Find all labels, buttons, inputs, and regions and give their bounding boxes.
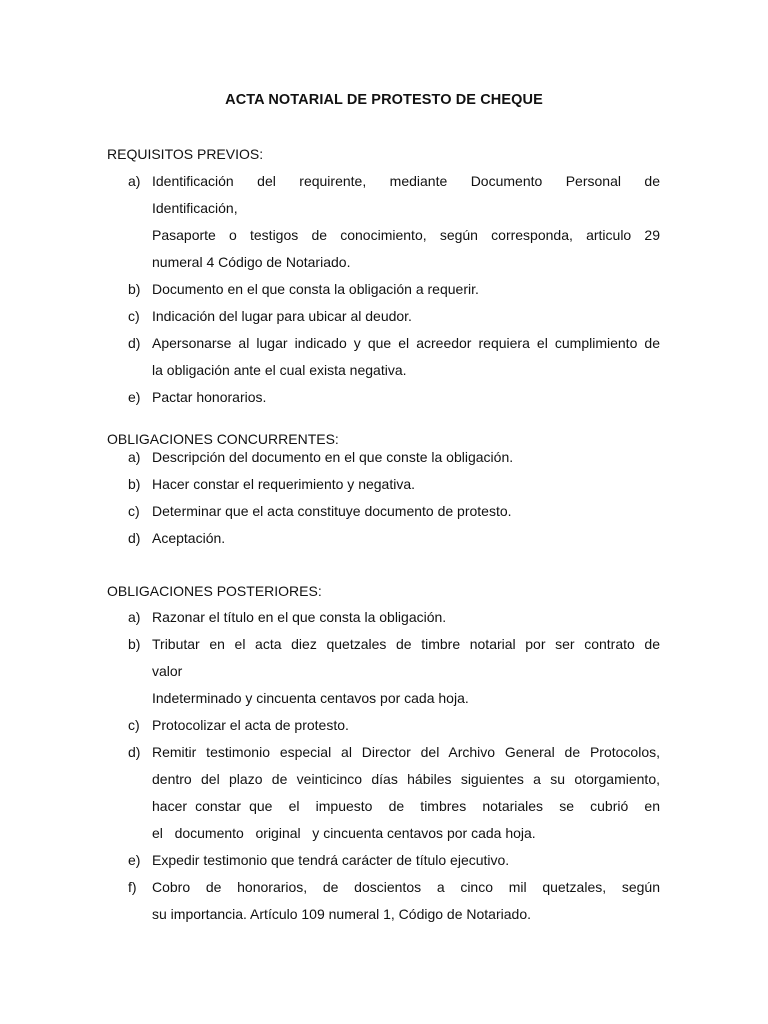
list-item <box>107 471 660 498</box>
list-marker: a) <box>128 449 141 465</box>
document-title: ACTA NOTARIAL DE PROTESTO DE CHEQUE <box>225 92 543 108</box>
section-heading-requisitos-previos: REQUISITOS PREVIOS: <box>107 146 264 162</box>
list-obligaciones-concurrentes <box>107 444 660 552</box>
list-marker: c) <box>128 503 140 519</box>
item-line: dentro del plazo de veinticinco días hábiles siguientes a su otorgamiento, <box>152 771 660 787</box>
list-item <box>107 525 660 552</box>
list-marker: c) <box>128 717 140 733</box>
list-marker: f) <box>128 879 137 895</box>
item-line: Hacer constar el requerimiento y negativa. <box>152 476 416 492</box>
list-marker: b) <box>128 281 141 297</box>
list-item <box>107 330 660 384</box>
list-marker: e) <box>128 389 141 405</box>
list-marker: d) <box>128 335 141 351</box>
list-item <box>107 303 660 330</box>
list-item <box>107 712 660 739</box>
item-line: Razonar el título en el que consta la obligación. <box>152 609 447 625</box>
list-requisitos-previos <box>107 168 660 411</box>
list-item <box>107 874 660 928</box>
item-line: la obligación ante el cual exista negativa. <box>152 362 407 378</box>
list-item <box>107 444 660 471</box>
list-marker: e) <box>128 852 141 868</box>
item-line: Expedir testimonio que tendrá carácter de título ejecutivo. <box>152 852 510 868</box>
list-marker: b) <box>128 476 141 492</box>
list-marker: a) <box>128 173 141 189</box>
list-item <box>107 498 660 525</box>
item-line: Aceptación. <box>152 530 226 546</box>
item-line: Identificación, <box>152 200 238 216</box>
item-line: su importancia. Artículo 109 numeral 1, Código de Notariado. <box>152 906 531 922</box>
item-line: Pactar honorarios. <box>152 389 267 405</box>
list-item <box>107 847 660 874</box>
list-marker: c) <box>128 308 140 324</box>
item-line: numeral 4 Código de Notariado. <box>152 254 351 270</box>
list-item <box>107 276 660 303</box>
list-item <box>107 604 660 631</box>
item-line: Documento en el que consta la obligación a requerir. <box>152 281 479 297</box>
item-line: Cobro de honorarios, de doscientos a cinco mil quetzales, según <box>152 879 660 895</box>
item-line: valor <box>152 663 183 679</box>
list-item <box>107 168 660 276</box>
item-line: Protocolizar el acta de protesto. <box>152 717 349 733</box>
item-line: Indicación del lugar para ubicar al deudor. <box>152 308 412 324</box>
item-line: Remitir testimonio especial al Director del Archivo General de Protocolos, <box>152 744 660 760</box>
item-line: Determinar que el acta constituye documento de protesto. <box>152 503 512 519</box>
item-line: Tributar en el acta diez quetzales de timbre notarial por ser contrato de <box>152 636 660 652</box>
list-marker: d) <box>128 530 141 546</box>
item-line: Descripción del documento en el que conste la obligación. <box>152 449 514 465</box>
item-line: Identificación del requirente, mediante Documento Personal de <box>152 173 660 189</box>
list-obligaciones-posteriores <box>107 604 660 928</box>
item-line: Pasaporte o testigos de conocimiento, según corresponda, articulo 29 <box>152 227 660 243</box>
section-heading-obligaciones-posteriores: OBLIGACIONES POSTERIORES: <box>107 583 322 599</box>
list-marker: d) <box>128 744 141 760</box>
list-item <box>107 631 660 712</box>
item-line: Apersonarse al lugar indicado y que el acreedor requiera el cumplimiento de <box>152 335 660 351</box>
list-marker: b) <box>128 636 141 652</box>
section-heading-obligaciones-concurrentes: OBLIGACIONES CONCURRENTES: <box>107 431 339 447</box>
list-marker: a) <box>128 609 141 625</box>
item-line: el documento original y cincuenta centavos por cada hoja. <box>152 825 536 841</box>
list-item <box>107 739 660 847</box>
item-line: hacer constar que el impuesto de timbres notariales se cubrió en <box>152 798 660 814</box>
list-item <box>107 384 660 411</box>
item-line: Indeterminado y cincuenta centavos por cada hoja. <box>152 690 469 706</box>
